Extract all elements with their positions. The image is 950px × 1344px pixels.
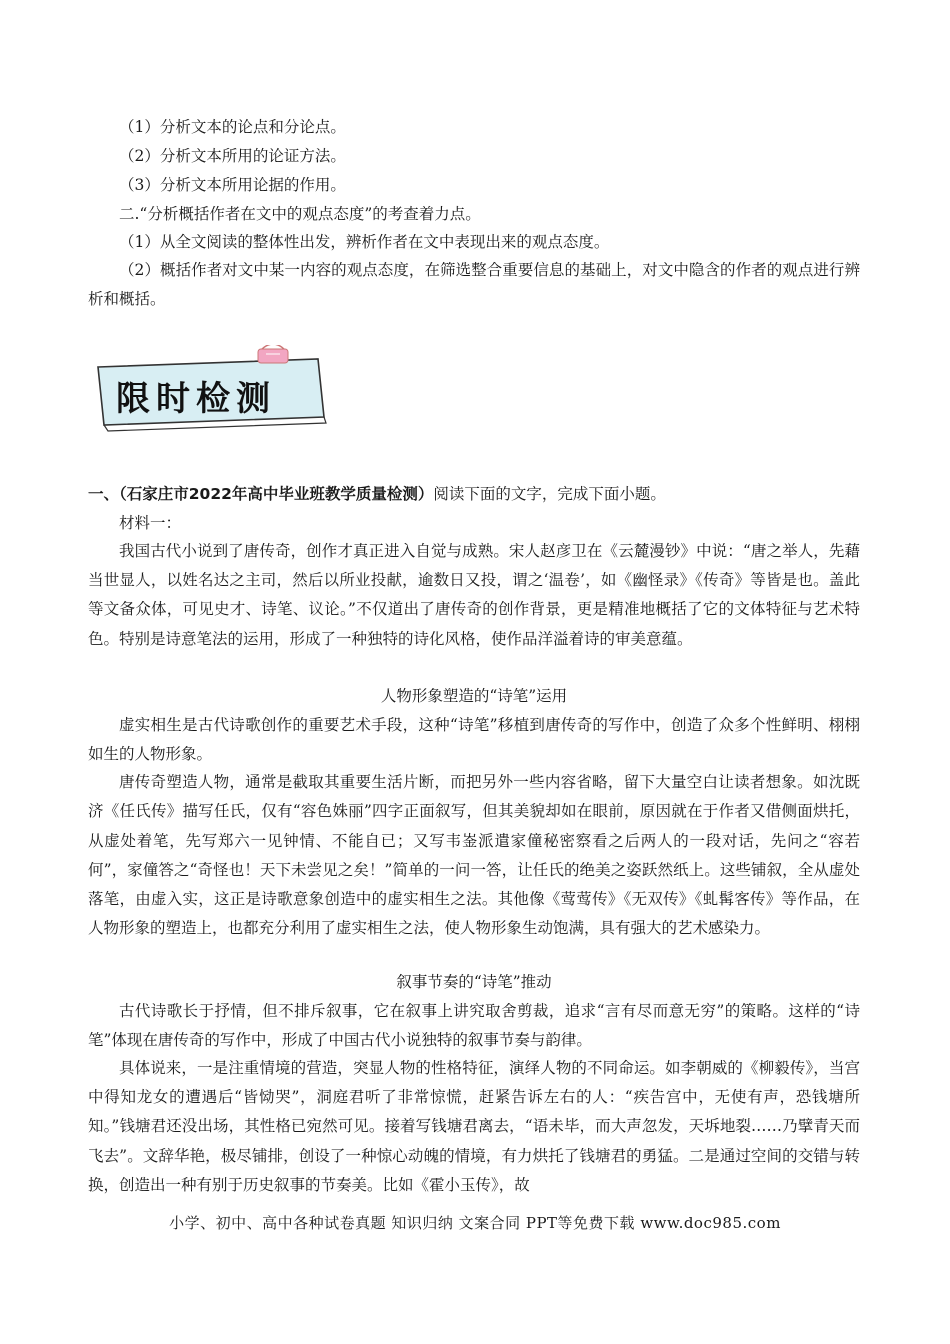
- question-instruction: 阅读下面的文字，完成下面小题。: [433, 485, 666, 503]
- line-4: 二.“分析概括作者在文中的观点态度”的考查着力点。: [119, 205, 481, 223]
- paragraph-5: 具体说来，一是注重情境的营造，突显人物的性格特征，演绎人物的不同命运。如李朝威的《柳毅传》，当宫中得知龙女的遭遇后“皆恸哭”，洞庭君听了非常惊慌，赶紧告诉左右的人：“疾告宫中，无使有声，恐钱塘所知。”钱塘君还没出场，其性格已宛然可见。接着写钱塘君离去，“语未毕，而大声忽发，天坼地裂……乃擘青天而飞去”。文辞华艳，极尽铺排，创设了一种惊心动魄的情境，有力烘托了钱塘君的勇猛。二是通过空间的交错与转换，创造出一种有别于历史叙事的节奏美。比如《霍小玉传》，故: [88, 1059, 860, 1194]
- subtitle-1: 人物形象塑造的“诗笔”运用: [380, 687, 568, 705]
- paragraph-2: 虚实相生是古代诗歌创作的重要艺术手段，这种“诗笔”移植到唐传奇的写作中，创造了众多个性鲜明、栩栩如生的人物形象。: [88, 716, 860, 763]
- line-2: （2）分析文本所用的论证方法。: [119, 147, 346, 165]
- binder-clip-icon: [258, 345, 288, 363]
- line-1: （1）分析文本的论点和分论点。: [119, 118, 346, 136]
- line-3: （3）分析文本所用论据的作用。: [119, 176, 346, 194]
- question-header: [88, 480, 860, 509]
- line-6-paragraph: （2）概括作者对文中某一内容的观点态度，在筛选整合重要信息的基础上，对文中隐含的作者的观点进行辨析和概括。: [88, 261, 860, 308]
- banner-title: 限时检测: [116, 379, 276, 419]
- question-source: （石家庄市2022年高中毕业班教学质量检测）: [119, 485, 434, 503]
- subtitle-2: 叙事节奏的“诗笔”推动: [396, 973, 552, 991]
- question-number: 一、: [88, 485, 120, 503]
- section-banner: [90, 345, 330, 435]
- paragraph-1: 我国古代小说到了唐传奇，创作才真正进入自觉与成熟。宋人赵彦卫在《云麓漫钞》中说：“唐之举人，先藉当世显人，以姓名达之主司，然后以所业投献，逾数日又投，谓之‘温卷’，如《幽怪录》《传奇》等皆是也。盖此等文备众体，可见史才、诗笔、议论。”不仅道出了唐传奇的创作背景，更是精准地概括了它的文体特征与艺术特色。特别是诗意笔法的运用，形成了一种独特的诗化风格，使作品洋溢着诗的审美意蕴。: [88, 542, 860, 648]
- line-5: （1）从全文阅读的整体性出发，辨析作者在文中表现出来的观点态度。: [119, 233, 610, 251]
- paragraph-3: 唐传奇塑造人物，通常是截取其重要生活片断，而把另外一些内容省略，留下大量空白让读者想象。如沈既济《任氏传》描写任氏，仅有“容色姝丽”四字正面叙写，但其美貌却如在眼前，原因就在于作者又借侧面烘托，从虚处着笔，先写郑六一见钟情、不能自已；又写韦崟派遣家僮秘密察看之后两人的一段对话，先问之“容若何”，家僮答之“奇怪也！天下未尝见之矣！”简单的一问一答，让任氏的绝美之姿跃然纸上。这些铺叙，全从虚处落笔，由虚入实，这正是诗歌意象创造中的虚实相生之法。其他像《莺莺传》《无双传》《虬髯客传》等作品，在人物形象的塑造上，也都充分利用了虚实相生之法，使人物形象生动饱满，具有强大的艺术感染力。: [88, 773, 860, 938]
- paragraph-4: 古代诗歌长于抒情，但不排斥叙事，它在叙事上讲究取舍剪裁，追求“言有尽而意无穷”的策略。这样的“诗笔”体现在唐传奇的写作中，形成了中国古代小说独特的叙事节奏与韵律。: [88, 1002, 860, 1049]
- material-label: 材料一：: [119, 514, 182, 532]
- footer-text: 小学、初中、高中各种试卷真题 知识归纳 文案合同 PPT等免费下载 www.doc985.com: [169, 1214, 781, 1232]
